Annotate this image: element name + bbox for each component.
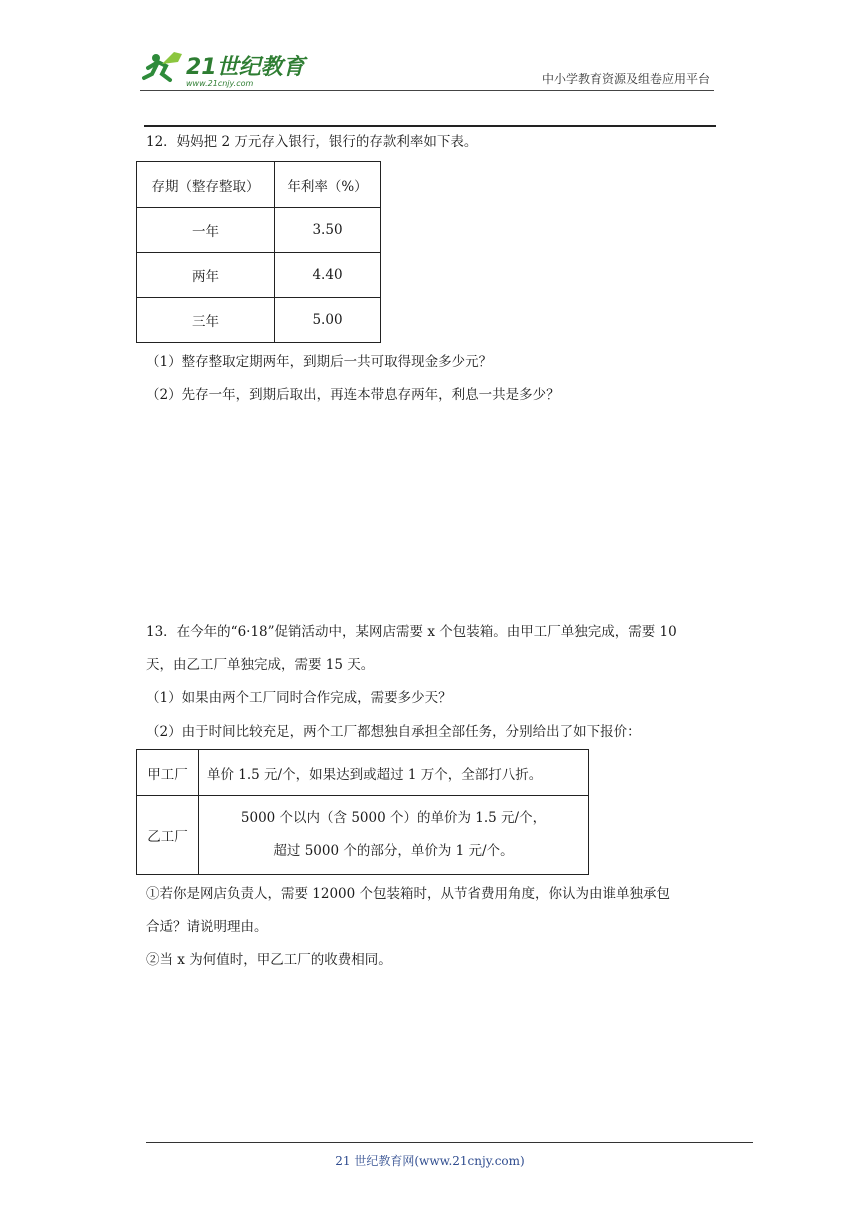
table-cell-rate: 3.50 [275,208,381,253]
q12-stem: 12．妈妈把 2 万元存入银行，银行的存款利率如下表。 [146,134,478,150]
logo-url: www.21cnjy.com [186,79,254,88]
table-cell-term: 两年 [137,253,275,298]
factory-a-label: 甲工厂 [137,750,199,796]
table-cell-term: 三年 [137,298,275,343]
q13-item2: ②当 x 为何值时，甲乙工厂的收费相同。 [146,952,392,968]
content-divider [144,125,716,127]
q13-item1-line1: ①若你是网店负责人，需要 12000 个包装箱时，从节省费用角度，你认为由谁单独承包 [146,886,671,902]
q13-item1-line2: 合适？请说明理由。 [146,919,268,935]
factory-b-label: 乙工厂 [137,796,199,875]
platform-name: 中小学教育资源及组卷应用平台 [541,72,710,86]
factory-b-quote-line1: 5000 个以内（含 5000 个）的单价为 1.5 元/个， [240,810,547,826]
table-header-rate: 年利率（%） [275,162,381,208]
factory-b-quote-line2: 超过 5000 个的部分，单价为 1 元/个。 [273,843,514,859]
q12-rate-table [136,161,381,343]
q13-stem-line1: 13．在今年的“6·18”促销活动中，某网店需要 x 个包装箱。由甲工厂单独完成，需要 10 [146,624,677,640]
q13-sub2: （2）由于时间比较充足，两个工厂都想独自承担全部任务，分别给出了如下报价： [146,724,641,740]
q12-sub2: （2）先存一年，到期后取出，再连本带息存两年，利息一共是多少？ [146,387,560,403]
table-cell-term: 一年 [137,208,275,253]
table-header-term: 存期（整存整取） [137,162,275,208]
header-divider [140,90,714,91]
q13-stem-line2: 天，由乙工厂单独完成，需要 15 天。 [146,657,375,673]
q13-sub1: （1）如果由两个工厂同时合作完成，需要多少天？ [146,690,452,706]
footer-divider [146,1142,753,1143]
factory-a-quote: 单价 1.5 元/个，如果达到或超过 1 万个，全部打八折。 [199,750,589,796]
footer-link[interactable]: 21 世纪教育网(www.21cnjy.com) [335,1154,525,1168]
site-logo [140,44,320,92]
table-cell-rate: 4.40 [275,253,381,298]
logo-text: 21世纪教育 [186,55,305,80]
table-cell-rate: 5.00 [275,298,381,343]
runner-logo-icon [140,44,320,92]
factory-b-quote [199,796,589,875]
q12-sub1: （1）整存整取定期两年，到期后一共可取得现金多少元？ [146,354,493,370]
q13-quote-table [136,749,589,875]
